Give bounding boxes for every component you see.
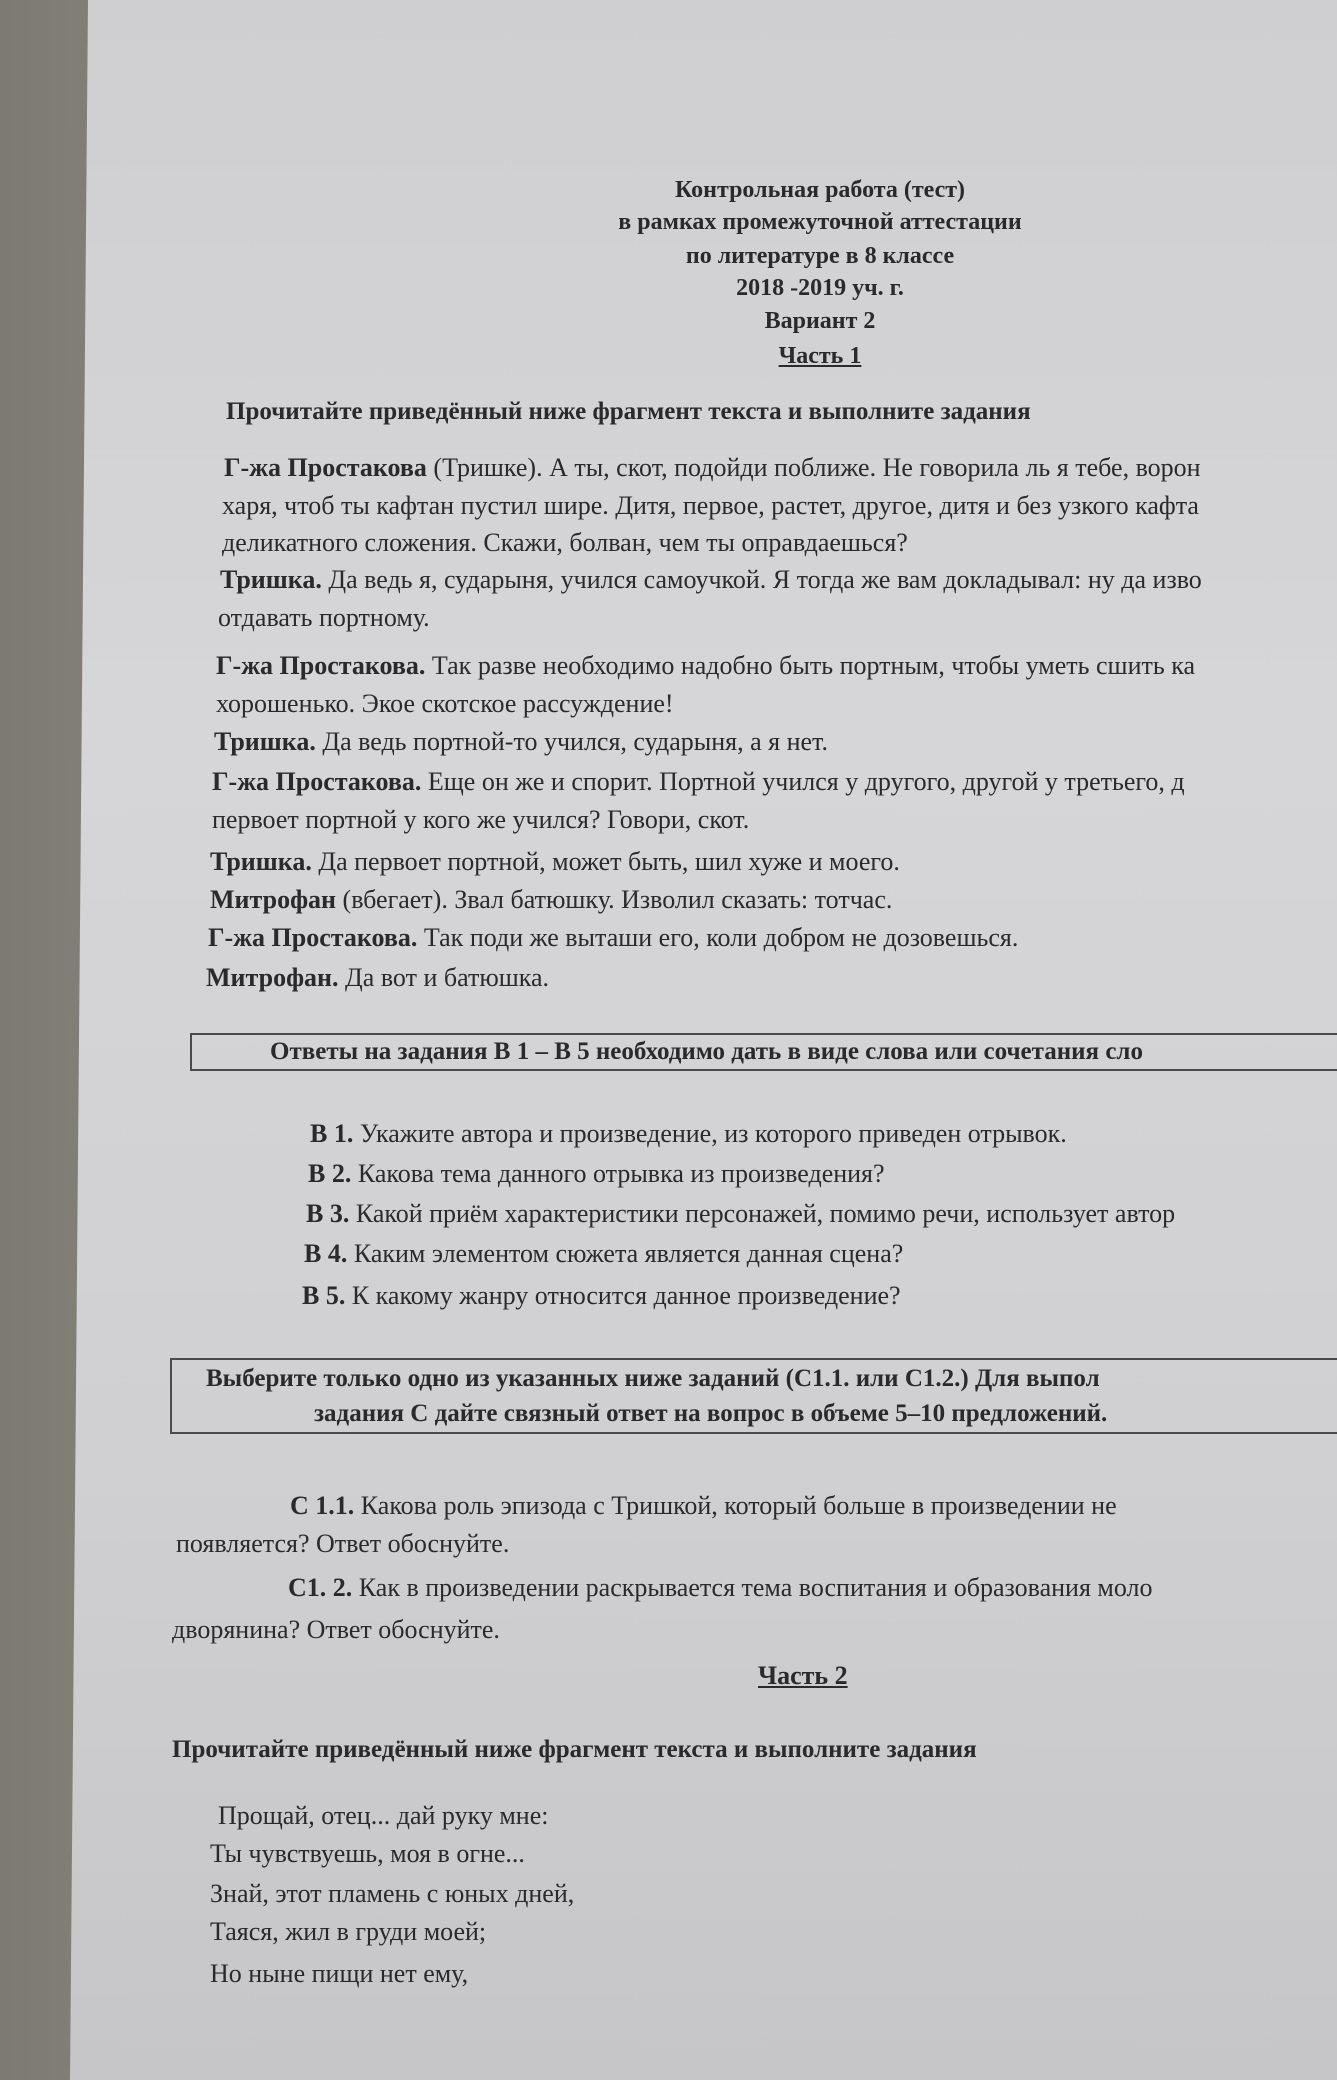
c-tasks-instruction-line2: задания С дайте связный ответ на вопрос в объеме 5–10 предложений. <box>314 1400 1108 1427</box>
header-year: 2018 -2019 уч. г. <box>736 275 904 301</box>
poem-line: Таяся, жил в груди моей; <box>210 1917 487 1946</box>
poem-line: Прощай, отец... дай руку мне: <box>218 1801 549 1830</box>
dialogue-line: Тришка. Да первоет портной, может быть, шил хуже и моего. <box>210 847 900 876</box>
header-title: Контрольная работа (тест) <box>674 177 966 203</box>
part1-instruction: Прочитайте приведённый ниже фрагмент текста и выполните задания <box>226 398 1031 425</box>
dialogue-line: Митрофан (вбегает). Звал батюшку. Изволил сказать: тотчас. <box>210 885 893 914</box>
dialogue-line: Г-жа Простакова. Так поди же выташи его, коли добром не дозовешься. <box>208 923 1019 952</box>
b-task: В 1. Укажите автора и произведение, из которого приведен отрывок. <box>310 1119 1067 1148</box>
b-task: В 4. Каким элементом сюжета является данная сцена? <box>304 1239 904 1268</box>
poem-line: Знай, этот пламень с юных дней, <box>210 1879 575 1908</box>
c-task-1-continued: появляется? Ответ обоснуйте. <box>176 1529 510 1558</box>
b-task: В 5. К какому жанру относится данное произведение? <box>302 1281 901 1310</box>
dialogue-line: отдавать портному. <box>218 603 430 632</box>
dialogue-line: Г-жа Простакова. Так разве необходимо надобно быть портным, чтобы уметь сшить ка <box>216 651 1195 680</box>
dialogue-line: первоет портной у кого же учился? Говори, скот. <box>212 805 750 834</box>
dialogue-line: Тришка. Да ведь портной-то учился, сударыня, а я нет. <box>214 727 828 756</box>
part2-title: Часть 2 <box>758 1661 848 1690</box>
c-tasks-instruction-line1: Выберите только одно из указанных ниже заданий (С1.1. или С1.2.) Для выпол <box>206 1365 1100 1392</box>
dialogue-line: Митрофан. Да вот и батюшка. <box>206 963 550 992</box>
dialogue-line: хорошенько. Экое скотское рассуждение! <box>216 689 674 718</box>
header-subtitle: в рамках промежуточной аттестации <box>618 209 1022 235</box>
dialogue-line: Г-жа Простакова. Еще он же и спорит. Портной учился у другого, другой у третьего, д <box>212 767 1185 796</box>
b-task: В 3. Какой приём характеристики персонажей, помимо речи, использует автор <box>306 1199 1176 1228</box>
c-task-1: С 1.1. Какова роль эпизода с Тришкой, который больше в произведении не <box>290 1491 1117 1520</box>
header-subject: по литературе в 8 классе <box>685 243 955 269</box>
dialogue-line: харя, чтоб ты кафтан пустил шире. Дитя, первое, растет, другое, дитя и без узкого кафта <box>222 491 1199 520</box>
c-task-2: С1. 2. Как в произведении раскрывается тема воспитания и образования моло <box>288 1573 1153 1602</box>
dialogue-line: Тришка. Да ведь я, сударыня, учился самоучкой. Я тогда же вам докладывал: ну да изво <box>220 565 1202 594</box>
part1-title: Часть 1 <box>778 343 862 369</box>
b-tasks-instruction: Ответы на задания В 1 – В 5 необходимо дать в виде слова или сочетания сло <box>270 1038 1143 1065</box>
dialogue-line: Г-жа Простакова (Тришке). А ты, скот, подойди поближе. Не говорила ль я тебе, ворон <box>224 453 1201 482</box>
part2-instruction: Прочитайте приведённый ниже фрагмент текста и выполните задания <box>172 1736 977 1763</box>
header-variant: Вариант 2 <box>764 308 876 334</box>
poem-line: Но ныне пищи нет ему, <box>210 1959 469 1988</box>
poem-line: Ты чувствуешь, моя в огне... <box>210 1839 525 1868</box>
c-task-2-continued: дворянина? Ответ обоснуйте. <box>172 1615 500 1644</box>
dialogue-line: деликатного сложения. Скажи, болван, чем ты оправдаешься? <box>222 528 908 557</box>
b-task: В 2. Какова тема данного отрывка из произведения? <box>308 1159 885 1188</box>
